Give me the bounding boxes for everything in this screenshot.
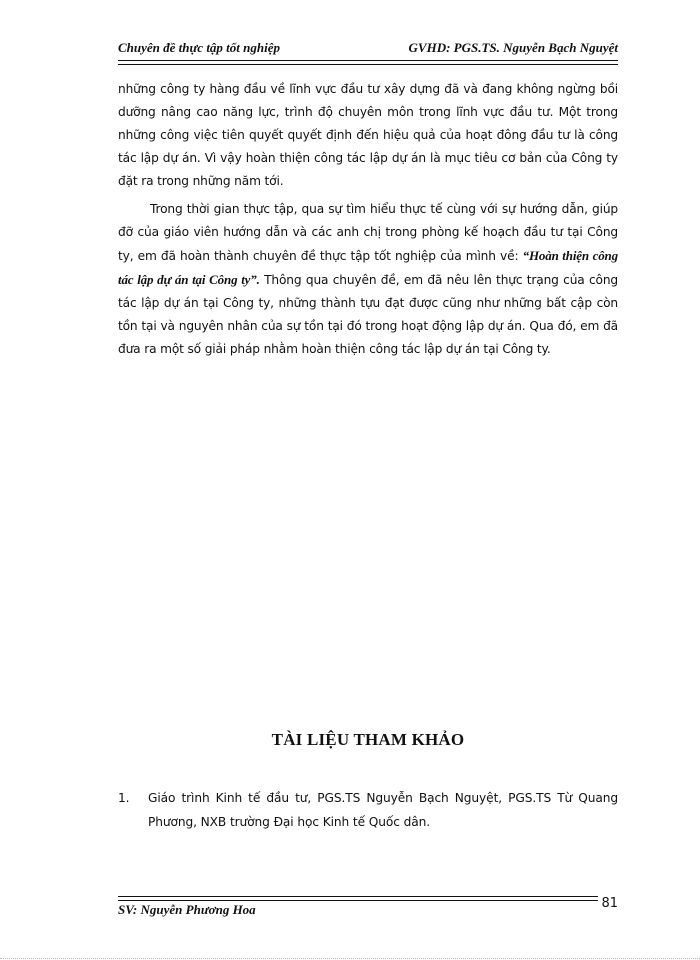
header-supervisor: GVHD: PGS.TS. Nguyễn Bạch Nguyệt — [408, 40, 618, 55]
header-rule — [118, 60, 618, 65]
paragraph-2-intro: Trong thời gian thực tập, qua sự tìm hiểu thực tế cùng với sự hướng dẫn, giúp đỡ của giáo viên hướng dẫn và các anh chị trong phòng kế hoạch đầu tư tại Công ty, em đã hoàn thành chuyên đề thực tập tốt nghiệp của mình về: — [118, 202, 618, 263]
header-course-title: Chuyên đề thực tập tốt nghiệp — [118, 40, 280, 55]
reference-item — [118, 786, 618, 834]
footer-rule — [118, 896, 598, 901]
page-footer — [118, 896, 618, 922]
reference-number: 1. — [118, 791, 130, 805]
page-header — [118, 40, 618, 60]
page-number: 81 — [601, 896, 618, 911]
paragraph-2-rest: Thông qua chuyên đề, em đã nêu lên thực trạng của công tác lập dự án tại Công ty, những thành tựu đạt được cũng như những bất cập còn tồn tại và nguyên nhân của sự tồn tại đó trong hoạt động lập dự án. Qua đó, em đã đưa ra một số giải pháp nhằm hoàn thiện công tác lập dự án tại Công ty. — [118, 273, 618, 356]
paragraph-1: những công ty hàng đầu về lĩnh vực đầu tư xây dựng đã và đang không ngừng bồi dưỡng nâng cao năng lực, trình độ chuyên môn trong lĩnh vực đầu tư. Một trong những công việc tiên quyết quyết định đến hiệu quả của hoạt đông đầu tư là công tác lập dự án. Vì vậy hoàn thiện công tác lập dự án là mục tiêu cơ bản của Công ty đặt ra trong những năm tới. — [118, 82, 618, 188]
body-text — [118, 78, 618, 361]
references-title: TÀI LIỆU THAM KHẢO — [271, 730, 465, 749]
footer-student-name: SV: Nguyễn Phương Hoa — [118, 902, 256, 917]
reference-text: Giáo trình Kinh tế đầu tư, PGS.TS Nguyễn Bạch Nguyệt, PGS.TS Từ Quang Phương, NXB trường Đại học Kinh tế Quốc dân. — [148, 791, 618, 829]
paragraph-2 — [118, 198, 618, 361]
thesis-title: “Hoàn thiện công tác lập dự án tại Công ty”. — [118, 248, 618, 287]
page-edge-divider — [0, 958, 700, 959]
references-list — [118, 786, 618, 834]
